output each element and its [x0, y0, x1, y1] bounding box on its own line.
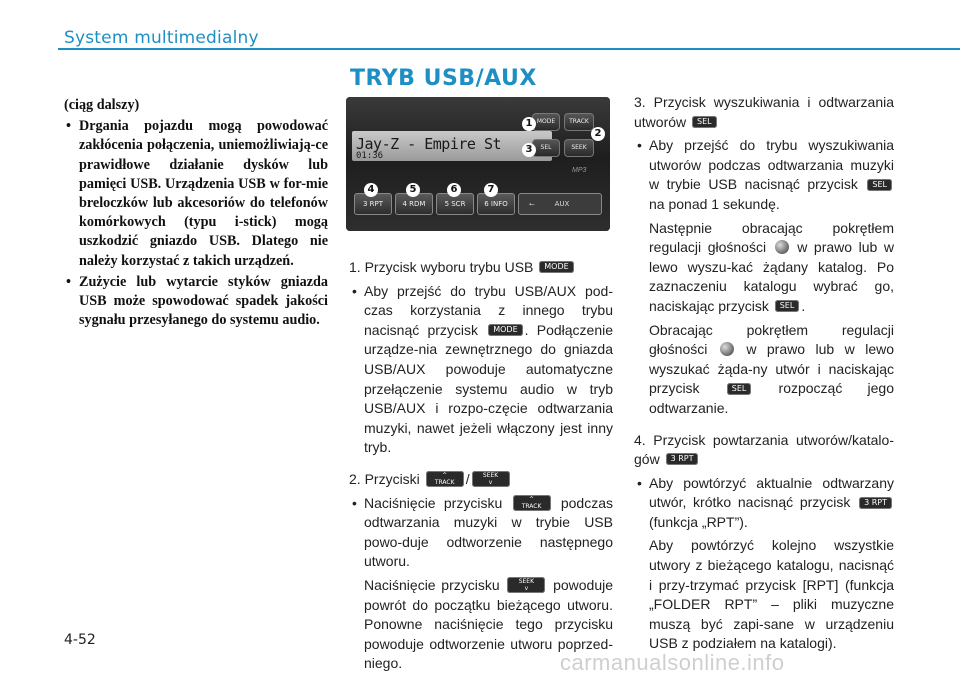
right-column [634, 93, 894, 654]
callout-6: 6 [447, 183, 461, 197]
preset-5-scr: 5 SCR [436, 193, 474, 215]
item-3-paragraph-2: Obracając pokrętłem regulacji głośności w prawo lub w lewo wyszukać żąda-ny utwór i naciskając przycisk SEL rozpocząć jego odtwarzanie. [649, 321, 895, 416]
left-bullet-2: • Zużycie lub wytarcie styków gniazda USB może spowodować spadek jakości sygnału przesyłanego do systemu audio. [64, 273, 328, 331]
usb-aux-port: ⭠ AUX [518, 193, 602, 215]
device-track-button: TRACK [564, 113, 594, 131]
item-4-heading: 4. Przycisk powtarzania utworów/katalo-gów 3 RPT [634, 431, 894, 468]
callout-5: 5 [406, 183, 420, 197]
left-bullet-1: • Drgania pojazdu mogą powodować zakłócenia połączenia, uniemożliwiają-ce prawidłowe działanie dysków lub pamięci USB. Urządzenia USB w for-mie breloczków lub akcesoriów do telefonów komórkowych (typu i-stick) mogą uszkodzić gniazdo USB. Dlatego nie należy korzystać z takich urządzeń. [64, 117, 328, 271]
section-title: TRYB USB/AUX [350, 66, 537, 91]
sel-button-icon: SEL [727, 383, 752, 395]
preset-3-rpt: 3 RPT [354, 193, 392, 215]
header-title: System multimedialny [64, 28, 259, 48]
mode-button-icon: MODE [488, 324, 522, 336]
continued-label: (ciąg dalszy) [64, 97, 140, 113]
seek-button-icon: SEEK v [472, 471, 510, 487]
mp3-logo: MP3 [572, 167, 587, 174]
track-button-icon: ^ TRACK [426, 471, 464, 487]
mode-button-icon: MODE [539, 261, 573, 273]
device-seek-button: SEEK [564, 139, 594, 157]
volume-knob-icon [720, 342, 734, 356]
item-3-paragraph-1: Następnie obracając pokrętłem regulacji głośności w prawo lub w lewo wyszu-kać żądany katalog. Po zaznaczeniu katalogu wybrać go, naciskając przycisk SEL . [649, 219, 894, 314]
watermark: carmanualsonline.info [560, 650, 785, 675]
preset-6-info: 6 INFO [477, 193, 515, 215]
item-2-bullet: • Naciśnięcie przycisku ^ TRACK podczas odtwarzania muzyki w trybie USB powo-duje odtworzenie następnego utworu. [349, 494, 613, 572]
item-4-paragraph: Aby powtórzyć kolejno wszystkie utwory z bieżącego katalogu, nacisnąć i przy-trzymać przycisk [RPT] (funkcja „FOLDER RPT” – pliki muzyczne muszą być zapi-sane w urządzeniu USB z podziałem na katalogi). [649, 537, 894, 652]
page-number: 4-52 [64, 632, 96, 648]
sel-button-icon: SEL [867, 179, 892, 191]
device-mode-button: MODE [532, 113, 560, 131]
item-2-heading: 2. Przyciski ^ TRACK / SEEK v [349, 470, 613, 490]
preset-4-rdm: 4 RDM [395, 193, 433, 215]
middle-column [349, 258, 613, 674]
callout-7: 7 [484, 183, 498, 197]
item-3-heading: 3. Przycisk wyszukiwania i odtwarzania utworów SEL [634, 94, 894, 130]
callout-4: 4 [364, 183, 378, 197]
left-column [64, 96, 328, 330]
device-sel-button: SEL [532, 139, 560, 157]
audio-device-image [346, 97, 610, 231]
lcd-time: 01:36 [356, 151, 384, 161]
track-button-icon: ^ TRACK [513, 495, 551, 511]
item-1-bullet: • Aby przejść do trybu USB/AUX pod-czas korzystania z innego trybu nacisnąć przycisk MODE . Podłączenie urządze-nia zewnętrznego do gniazda USB/AUX powoduje automatyczne przełączenie systemu audio w tryb USB/AUX i rozpo-częcie odtwarzania muzyki, nawet jeżeli włączony jest inny tryb. [349, 282, 613, 458]
item-4-bullet: • Aby powtórzyć aktualnie odtwarzany utwór, krótko nacisnąć przycisk 3 RPT (funkcja „RPT”). [634, 474, 894, 533]
item-2-paragraph: Naciśnięcie przycisku SEEK v powoduje powrót do początku bieżącego utworu. Ponowne naciśnięcie tego przycisku powoduje odtworzenie utworu poprzed-niego. [364, 576, 614, 672]
rpt-button-icon: 3 RPT [859, 497, 892, 509]
header-rule [58, 48, 960, 50]
callout-2: 2 [591, 127, 605, 141]
volume-knob-icon [775, 240, 789, 254]
callout-1: 1 [522, 117, 536, 131]
lcd-track-title: Jay-Z - Empire St [356, 135, 502, 153]
aux-label: AUX [554, 200, 570, 208]
sel-button-icon: SEL [692, 116, 717, 128]
rpt-button-icon: 3 RPT [666, 453, 699, 465]
item-1-heading: 1. Przycisk wyboru trybu USB MODE [349, 258, 613, 278]
sel-button-icon: SEL [775, 300, 800, 312]
seek-button-icon: SEEK v [507, 577, 545, 593]
item-3-bullet: • Aby przejść do trybu wyszukiwania utworów podczas odtwarzania muzyki w trybie USB nacisnąć przycisk SEL na ponad 1 sekundę. [634, 136, 894, 214]
callout-3: 3 [522, 143, 536, 157]
